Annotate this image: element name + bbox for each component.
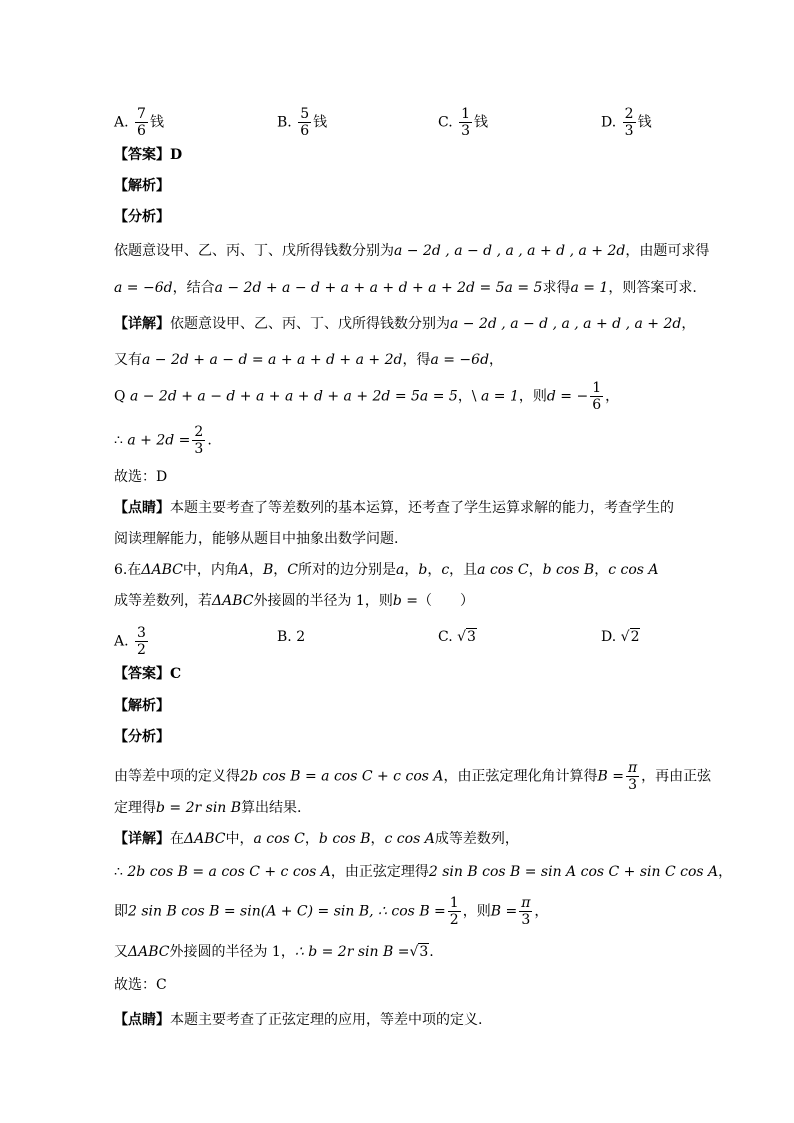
q6-dianjing-line: 【点睛】本题主要考查了正弦定理的应用，等差中项的定义. bbox=[114, 1012, 483, 1028]
detail-line-1: 【详解】依题意设甲、乙、丙、丁、戊所得钱数分别为a − 2d , a − d , a , a + d , a + 2d， bbox=[114, 316, 696, 332]
q6-option-d: D. √2 bbox=[601, 629, 640, 645]
option-b: B. $\frac{5}{6}$ 钱 bbox=[277, 106, 328, 139]
fraction: $\frac{\pi}{3}$ bbox=[627, 760, 638, 793]
fenxi-heading: 【分析】 bbox=[114, 209, 170, 225]
fraction: $\frac{7}{6}$ bbox=[137, 106, 146, 139]
q6-fenxi-line-2: 定理得b = 2r sin B算出结果. bbox=[114, 800, 302, 816]
q6-stem-line-2: 成等差数列，若ΔABC外接圆的半径为 1，则b =（ ） bbox=[114, 593, 474, 609]
analysis-heading: 【解析】 bbox=[114, 178, 170, 194]
option-d: D. $\frac{2}{3}$ 钱 bbox=[601, 106, 652, 139]
q6-fenxi-line-1: 由等差中项的定义得2b cos B = a cos C + c cos A，由正弦定理化角计算得B = $\frac{\pi}{3}$ ，再由正弦 bbox=[114, 760, 712, 793]
detail-line-3: Q a − 2d + a − d + a + a + d + a + 2d = 5a = 5，\ a = 1，则d = − $\frac{1}{6}$ ， bbox=[114, 380, 620, 413]
fraction: $\frac{1}{3}$ bbox=[461, 106, 471, 139]
q6-fenxi-heading: 【分析】 bbox=[114, 729, 170, 745]
fraction: $\frac{1}{2}$ bbox=[449, 895, 459, 928]
guxuan-line: 故选：D bbox=[114, 469, 168, 485]
fraction: $\frac{2}{3}$ bbox=[624, 106, 634, 139]
fraction: $\frac{3}{2}$ bbox=[137, 625, 146, 658]
option-label: D. bbox=[601, 114, 617, 131]
q6-detail-line-4: 又ΔABC外接圆的半径为 1，∴ b = 2r sin B =√3. bbox=[114, 944, 434, 960]
dianjing-line-2: 阅读理解能力，能够从题目中抽象出数学问题. bbox=[114, 531, 399, 547]
q6-answer-line: 【答案】C bbox=[114, 666, 182, 682]
fraction: $\frac{\pi}{3}$ bbox=[521, 895, 531, 928]
q6-option-b: B. 2 bbox=[277, 629, 306, 645]
option-c: C. $\frac{1}{3}$ 钱 bbox=[438, 106, 489, 139]
option-label: C. bbox=[438, 114, 453, 131]
q6-detail-line-3: 即2 sin B cos B = sin(A + C) = sin B, ∴ cos B = $\frac{1}{2}$ ，则B = $\frac{\pi}{3}$ ， bbox=[114, 895, 549, 928]
q6-detail-line-2: ∴ 2b cos B = a cos C + c cos A，由正弦定理得2 sin B cos B = sin A cos C + sin C cos A， bbox=[114, 864, 733, 880]
answer-line: 【答案】D bbox=[114, 147, 183, 163]
dianjing-line-1: 【点睛】本题主要考查了等差数列的基本运算，还考查了学生运算求解的能力，考查学生的 bbox=[114, 500, 674, 516]
option-label: B. bbox=[277, 114, 292, 131]
q6-option-c: C. √3 bbox=[438, 629, 476, 645]
q6-option-a: A. $\frac{3}{2}$ bbox=[114, 625, 146, 658]
q6-detail-line-1: 【详解】在ΔABC中，a cos C，b cos B，c cos A成等差数列， bbox=[114, 831, 519, 847]
fraction: $\frac{2}{3}$ bbox=[194, 424, 204, 457]
detail-line-4: ∴ a + 2d = $\frac{2}{3}$ . bbox=[114, 424, 212, 457]
option-label: A. bbox=[114, 114, 129, 131]
q6-analysis-heading: 【解析】 bbox=[114, 698, 170, 714]
detail-line-2: 又有a − 2d + a − d = a + a + d + a + 2d，得a = −6d， bbox=[114, 352, 504, 368]
q6-stem-line-1: 6.在ΔABC中，内角A，B，C所对的边分别是a，b，c，且a cos C，b cos B，c cos A bbox=[114, 562, 659, 578]
q6-guxuan-line: 故选：C bbox=[114, 977, 167, 993]
fenxi-line-2: a = −6d，结合a − 2d + a − d + a + a + d + a + 2d = 5a = 5求得a = 1，则答案可求. bbox=[114, 280, 697, 296]
fraction: $\frac{1}{6}$ bbox=[592, 380, 602, 413]
fraction: $\frac{5}{6}$ bbox=[300, 106, 310, 139]
fenxi-line-1: 依题意设甲、乙、丙、丁、戊所得钱数分别为a − 2d , a − d , a , a + d , a + 2d，由题可求得 bbox=[114, 243, 710, 259]
option-a: A. $\frac{7}{6}$ 钱 bbox=[114, 106, 164, 139]
